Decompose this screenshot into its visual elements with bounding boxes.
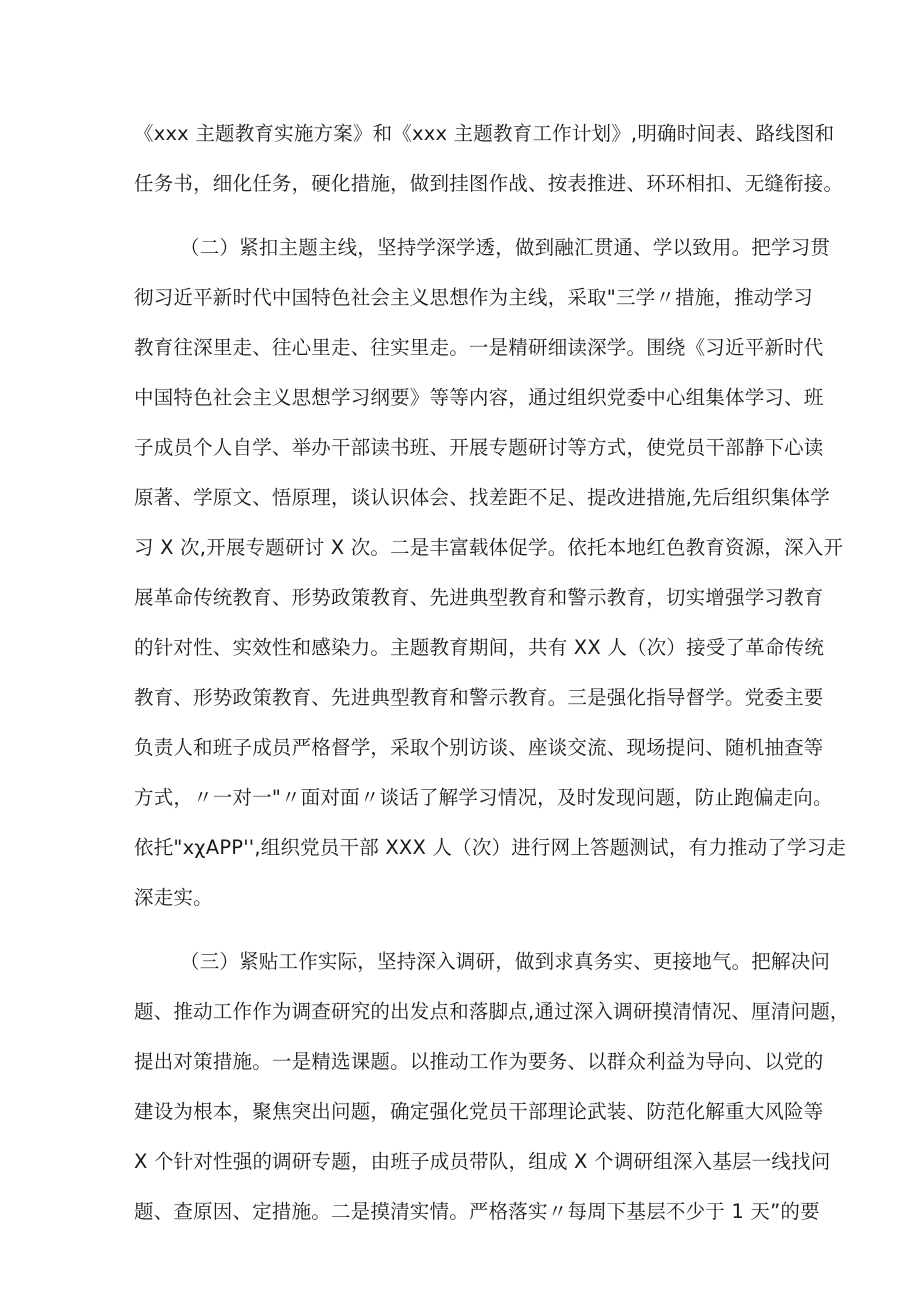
text-line: 提出对策措施。一是精选课题。以推动工作为要务、以群众利益为导向、以党的: [134, 1050, 824, 1073]
text-line: 子成员个人自学、举办干部读书班、开展专题研讨等方式，使党员干部静下心读: [134, 436, 824, 459]
text-line: 题、推动工作作为调查研究的出发点和落脚点,通过深入调研摸清情况、厘清问题，: [134, 1000, 850, 1023]
text-line: 中国特色社会主义思想学习纲要》等等内容，通过组织党委中心组集体学习、班: [134, 386, 824, 409]
text-line: 原著、学原文、悟原理，谈认识体会、找差距不足、提改进措施,先后组织集体学: [134, 486, 830, 509]
text-line: X 个针对性强的调研专题，由班子成员带队，组成 X 个调研组深入基层一线找问: [134, 1150, 831, 1173]
text-line: 教育、形势政策教育、先进典型教育和警示教育。三是强化指导督学。党委主要: [134, 686, 824, 709]
text-line: 负责人和班子成员严格督学，采取个别访谈、座谈交流、现场提问、随机抽查等: [134, 736, 824, 759]
text-line: 彻习近平新时代中国特色社会主义思想作为主线，采取"三学〃措施，推动学习: [134, 286, 813, 309]
text-line: 展革命传统教育、形势政策教育、先进典型教育和警示教育，切实增强学习教育: [134, 586, 824, 609]
text-line: 题、查原因、定措施。二是摸清实情。严格落实〃每周下基层不少于 1 天”的要: [134, 1200, 820, 1223]
text-line: 深走实。: [134, 886, 213, 909]
text-line: 方式，〃一对一"〃面对面〃谈话了解学习情况，及时发现问题，防止跑偏走向。: [134, 786, 833, 809]
text-line: 建设为根本，聚焦突出问题，确定强化党员干部理论武装、防范化解重大风险等: [134, 1100, 824, 1123]
section-heading-line: （三）紧贴工作实际，坚持深入调研，做到求真务实、更接地气。把解决问: [180, 950, 831, 973]
text-line: 教育往深里走、往心里走、往实里走。一是精研细读深学。围绕《习近平新时代: [134, 336, 824, 359]
text-line: 任务书，细化任务，硬化措施，做到挂图作战、按表推进、环环相扣、无缝衔接。: [134, 172, 844, 195]
text-line: 习 X 次,开展专题研讨 X 次。二是丰富载体促学。依托本地红色教育资源，深入开: [134, 536, 844, 559]
text-line: 依托"xχAPP'',组织党员干部 XXX 人（次）进行网上答题测试，有力推动了学习走: [134, 836, 847, 859]
text-line: 《xxx 主题教育实施方案》和《xxx 主题教育工作计划》,明确时间表、路线图和: [134, 122, 835, 145]
text-line: 的针对性、实效性和感染力。主题教育期间，共有 XX 人（次）接受了革命传统: [134, 636, 825, 659]
section-heading-line: （二）紧扣主题主线，坚持学深学透，做到融汇贯通、学以致用。把学习贯: [180, 236, 831, 259]
